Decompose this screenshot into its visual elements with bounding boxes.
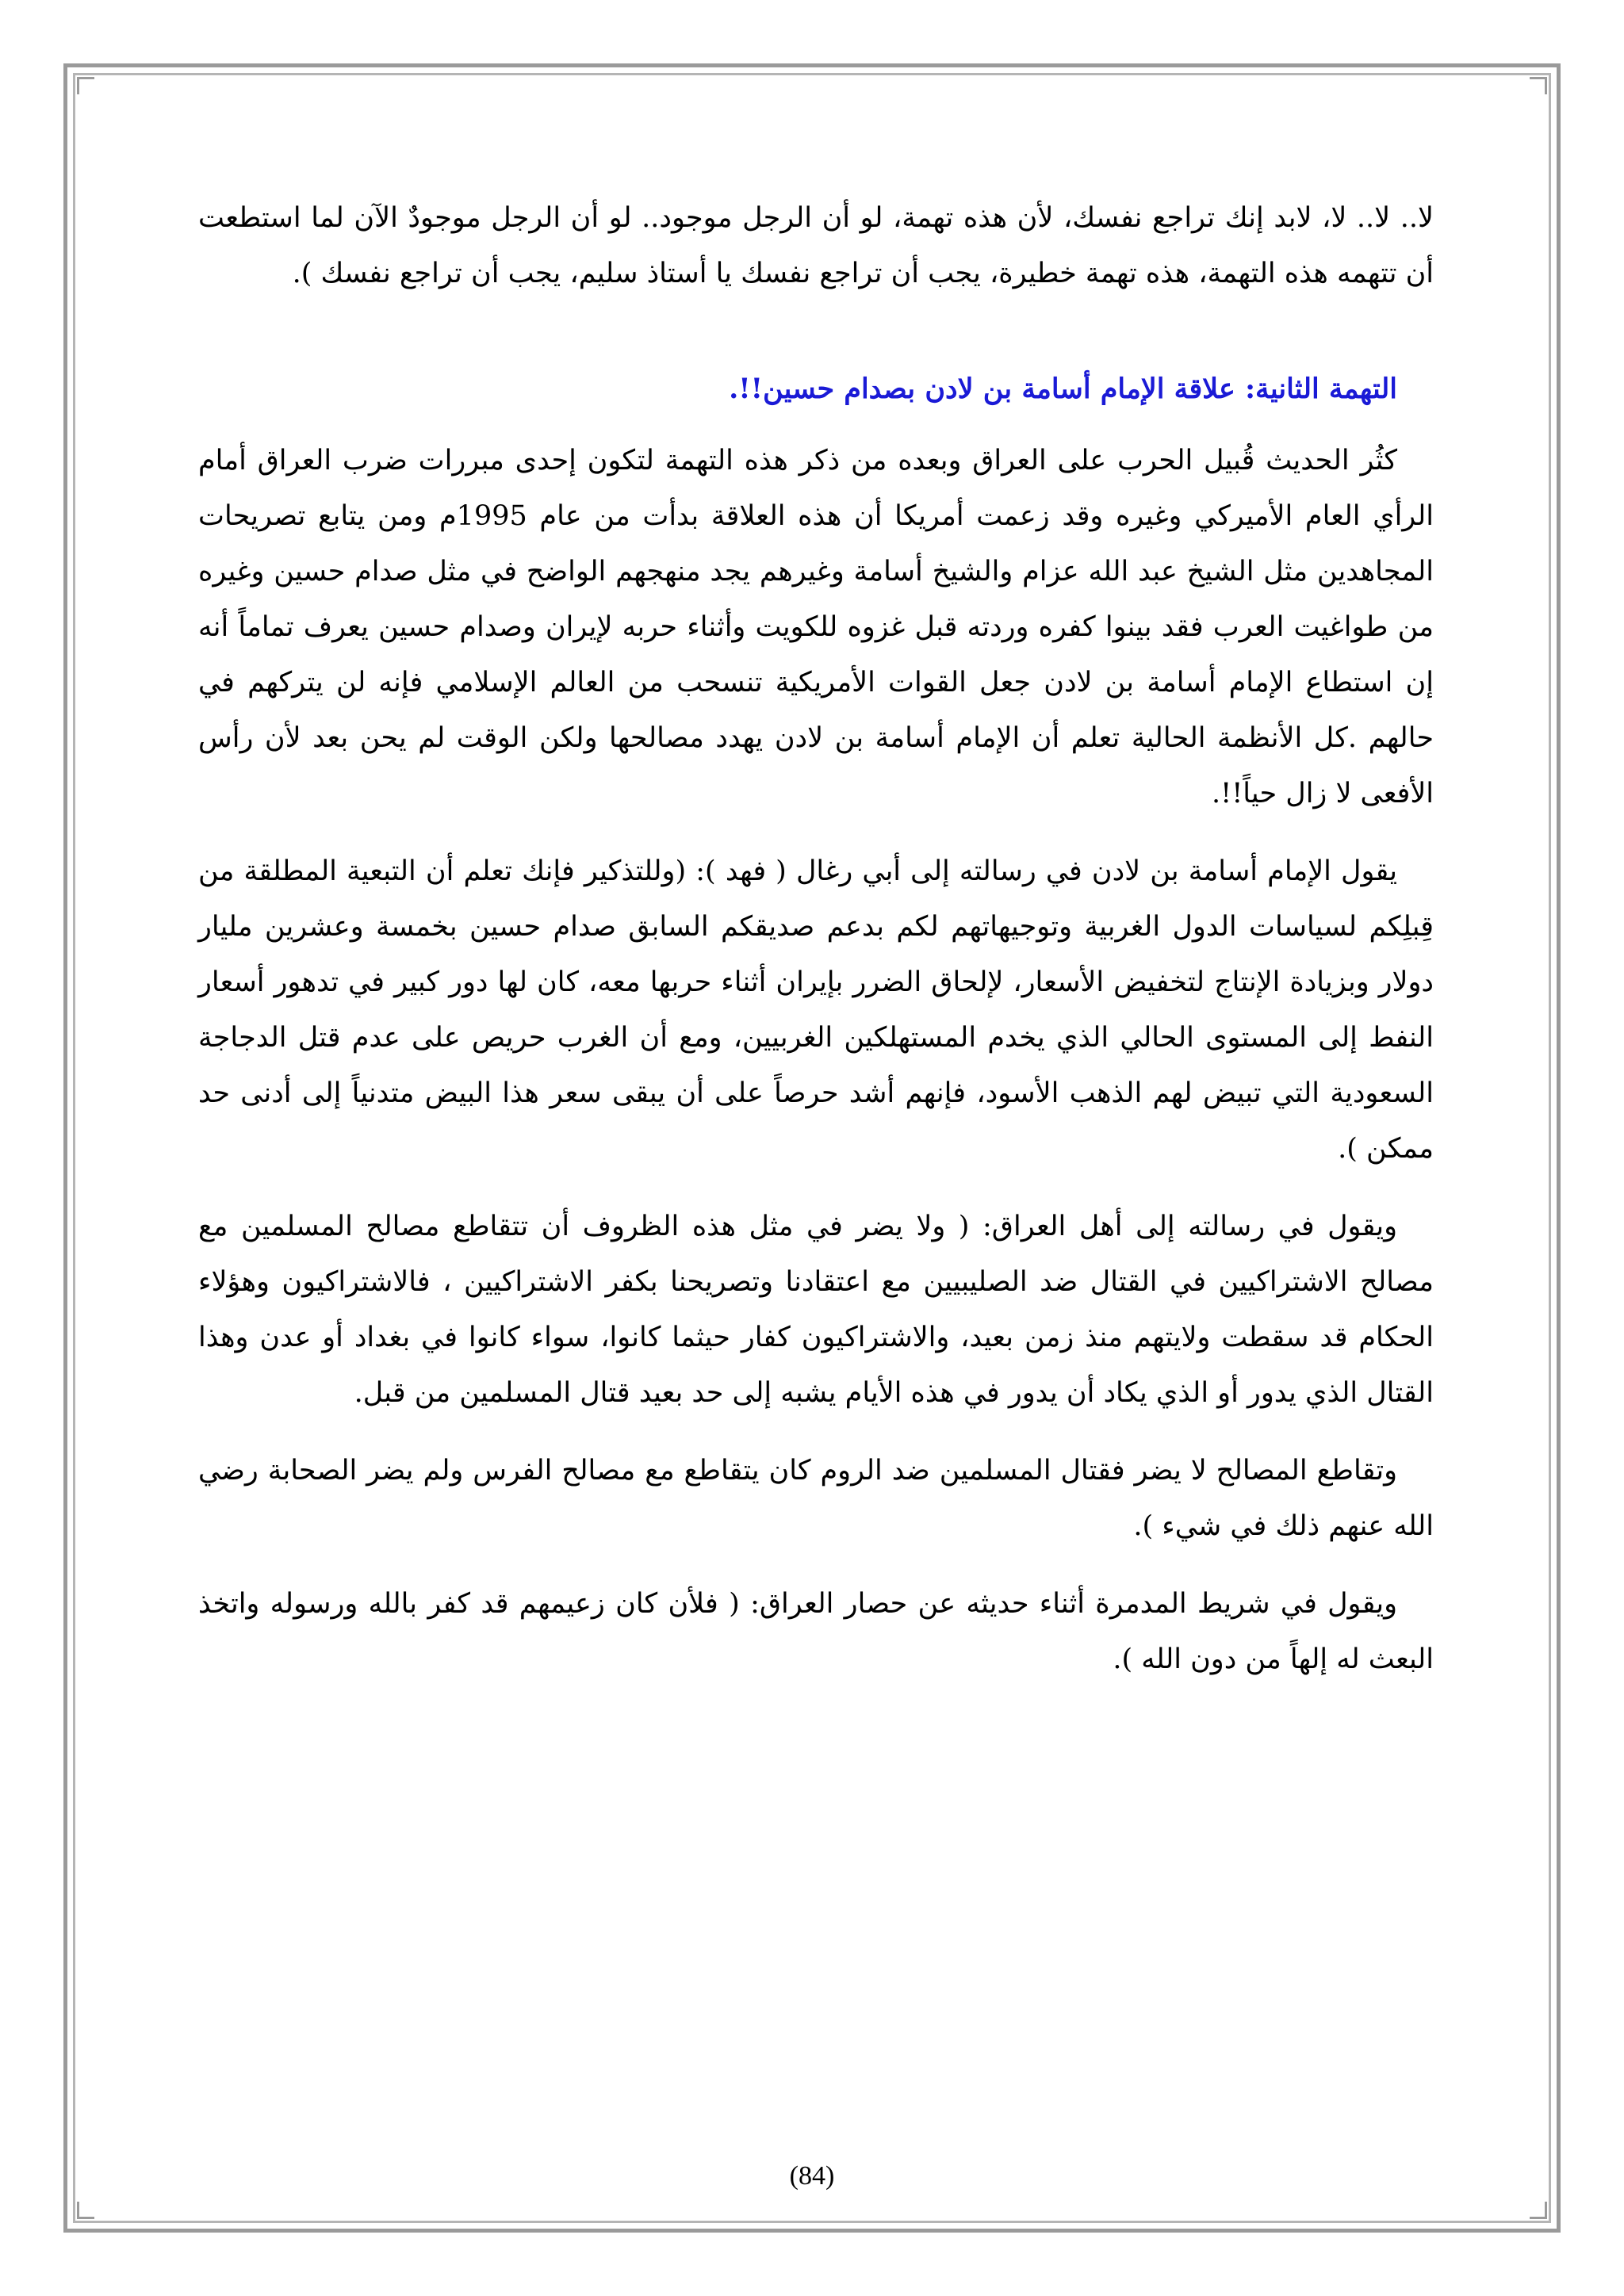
paragraph: كثُر الحديث قُبيل الحرب على العراق وبعده من ذكر هذه التهمة لتكون إحدى مبررات ضرب العراق أمام الرأي العام الأميركي وغيره وقد زعمت أمريكا أن هذه العلاقة بدأت من عام 1995م ومن يتابع تصريحات المجاهدين مثل الشيخ عبد الله عزام والشيخ أسامة وغيرهم يجد منهجهم الواضح في مثل صدام حسين وغيره من طواغيت العرب فقد بينوا كفره وردته قبل غزوه للكويت وأثناء حربه لإيران وصدام حسين يعرف تماماً أنه إن استطاع الإمام أسامة بن لادن جعل القوات الأمريكية تنسحب من العالم الإسلامي فإنه لن يتركهم في حالهم .كل الأنظمة الحالية تعلم أن الإمام أسامة بن لادن يهدد مصالحها ولكن الوقت لم يحن بعد لأن رأس الأفعى لا زال حياً!!. [198,445,1434,809]
page-number: (84) [789,2161,835,2191]
page-body [198,190,1434,1709]
paragraph-quote-ending: لا.. لا.. لا، لابد إنك تراجع نفسك، لأن هذه تهمة، لو أن الرجل موجود.. لو أن الرجل موجودٌ الآن لما استطعت أن تتهمه هذه التهمة، هذه تهمة خطيرة، يجب أن تراجع نفسك يا أستاذ سليم، يجب أن تراجع نفسك ). [198,202,1434,289]
paragraph: وتقاطع المصالح لا يضر فقتال المسلمين ضد الروم كان يتقاطع مع مصالح الفرس ولم يضر الصحابة رضي الله عنهم ذلك في شيء ). [198,1455,1434,1542]
paragraph: يقول الإمام أسامة بن لادن في رسالته إلى أبي رغال ( فهد ): (وللتذكير فإنك تعلم أن التبعية المطلقة من قِبلِكم لسياسات الدول الغربية وتوجيهاتهم لكم بدعم صديقكم السابق صدام حسين بخمسة وعشرين مليار دولار وبزيادة الإنتاج لتخفيض الأسعار، لإلحاق الضرر بإيران أثناء حربها معه، كان لها دور كبير في تدهور أسعار النفط إلى المستوى الحالي الذي يخدم المستهلكين الغربيين، ومع أن الغرب حريص على عدم قتل الدجاجة السعودية التي تبيض لهم الذهب الأسود، فإنهم أشد حرصاً على أن يبقى سعر هذا البيض متدنياً إلى أدنى حد ممكن ). [198,855,1434,1165]
paragraph: ويقول في رسالته إلى أهل العراق: ( ولا يضر في مثل هذه الظروف أن تتقاطع مصالح المسلمين مع مصالح الاشتراكيين في القتال ضد الصليبيين مع اعتقادنا وتصريحنا بكفر الاشتراكيين ، فالاشتراكيون وهؤلاء الحكام قد سقطت ولايتهم منذ زمن بعيد، والاشتراكيون كفار حيثما كانوا، سواء كانوا في بغداد أو عدن وهذا القتال الذي يدور أو الذي يكاد أن يدور في هذه الأيام يشبه إلى حد بعيد قتال المسلمين من قبل. [198,1211,1434,1409]
frame-corner-ornament [77,77,94,94]
paragraph: ويقول في شريط المدمرة أثناء حديثه عن حصار العراق: ( فلأن كان زعيمهم قد كفر بالله ورسوله واتخذ البعث له إلهاً من دون الله ). [198,1588,1434,1675]
frame-corner-ornament [1530,77,1547,94]
frame-corner-ornament [1530,2202,1547,2219]
frame-corner-ornament [77,2202,94,2219]
section-heading: التهمة الثانية: علاقة الإمام أسامة بن لادن بصدام حسين!!. [729,373,1397,405]
